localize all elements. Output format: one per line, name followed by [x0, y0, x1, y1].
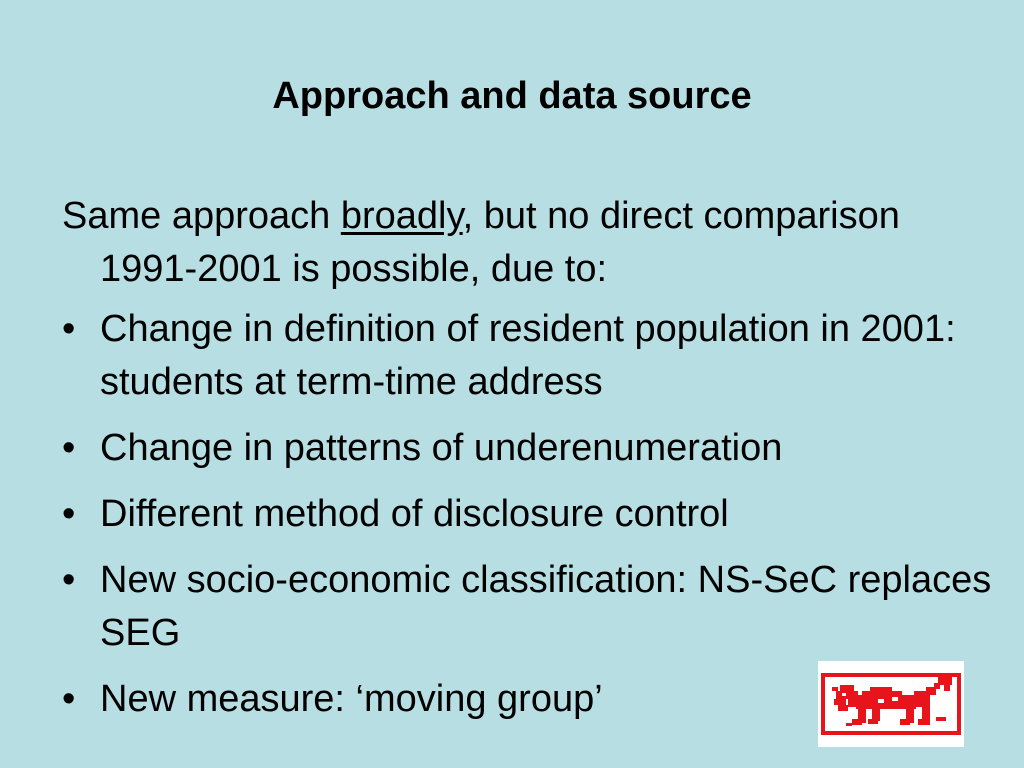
intro-text-before: Same approach [62, 195, 341, 237]
bullet-text: New socio-economic classification: NS-SeC replaces SEG [100, 559, 992, 654]
bullet-text: New measure: ‘moving group’ [100, 678, 603, 720]
red-lion-emblem-icon [818, 661, 964, 747]
slide-body [62, 190, 1002, 739]
intro-text-after: , but no direct comparison 1991-2001 is possible, due to: [100, 195, 900, 290]
bullet-item [62, 554, 1002, 660]
intro-emphasis: broadly [340, 195, 463, 237]
slide-title: Approach and data source [272, 75, 752, 117]
bullet-glyph: • [62, 559, 76, 601]
bullet-text: Change in patterns of underenumeration [100, 427, 783, 469]
bullet-item [62, 422, 1002, 475]
intro-paragraph [62, 190, 1002, 296]
bullet-glyph: • [62, 308, 76, 350]
bullet-item [62, 488, 1002, 541]
bullet-glyph: • [62, 493, 76, 535]
bullet-item [62, 303, 1002, 409]
bullet-glyph: • [62, 427, 76, 469]
bullet-text: Different method of disclosure control [100, 493, 729, 535]
lion-emblem-graphic [818, 661, 964, 747]
bullet-text: Change in definition of resident population in 2001: students at term-time address [100, 308, 956, 403]
bullet-glyph: • [62, 678, 76, 720]
